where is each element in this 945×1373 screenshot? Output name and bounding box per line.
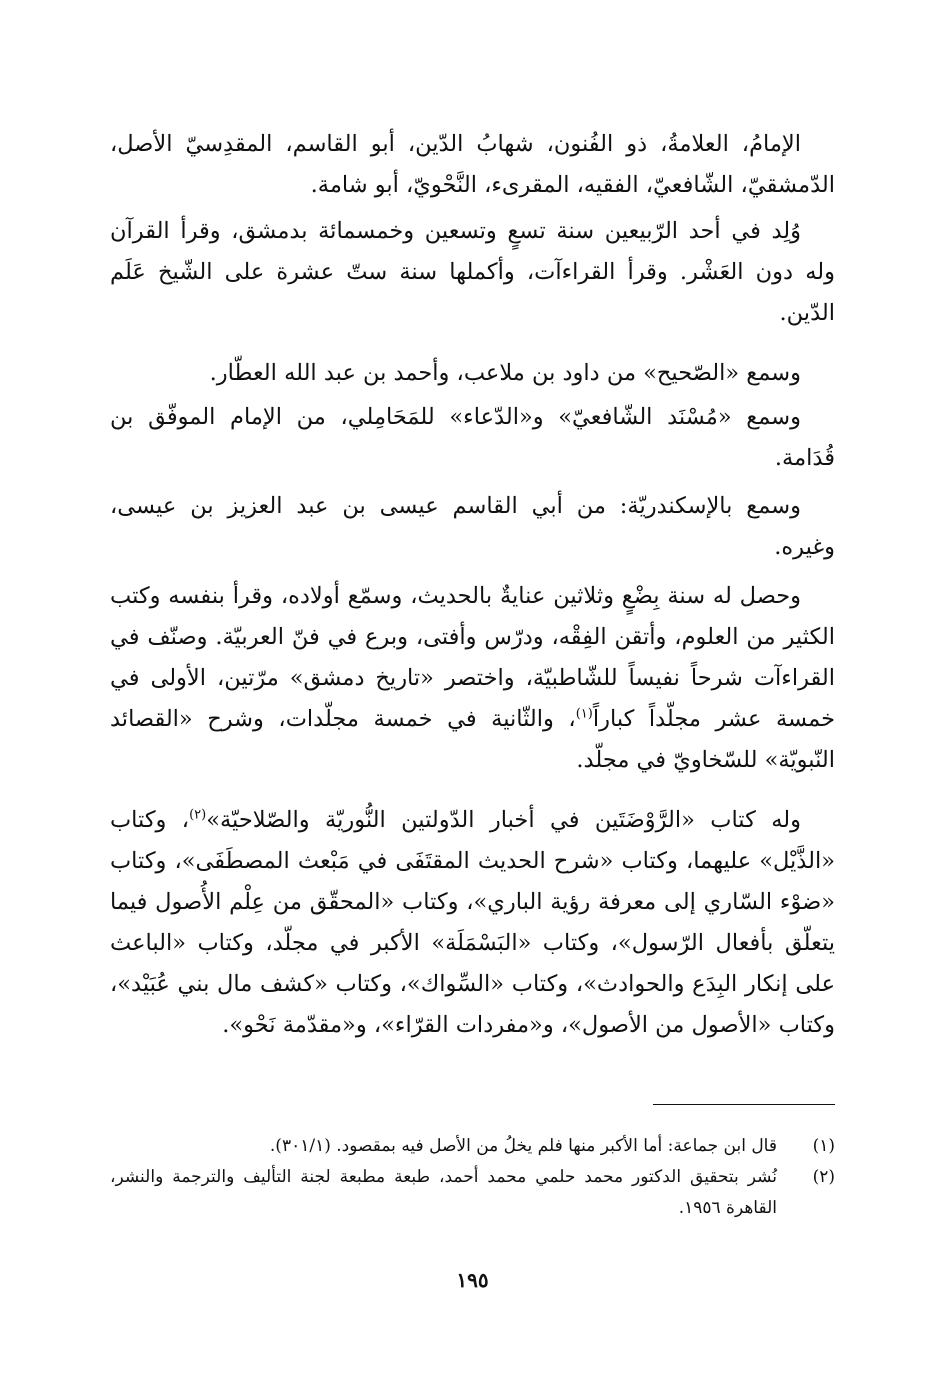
- paragraph-7-text: [110, 800, 835, 1046]
- paragraph-6-text: [110, 576, 835, 781]
- page-number: ١٩٥: [456, 1268, 489, 1292]
- paragraph-4-text: وسمع «مُسْنَد الشّافعيّ» و«الدّعاء» للمَحَامِلي، من الإمام الموفّق بن قُدَامة.: [110, 404, 835, 471]
- footnote-1-text: قال ابن جماعة: أما الأكبر منها فلم يخلُ من الأصل فيه بمقصود. (٣٠١/١).: [269, 1136, 777, 1156]
- footnote-1-number: (١): [812, 1136, 835, 1156]
- footnote-2: [110, 1162, 835, 1224]
- paragraph-7: [110, 800, 835, 1046]
- paragraph-3-text: وسمع «الصّحيح» من داود بن ملاعب، وأحمد بن عبد الله العطّار.: [209, 360, 801, 386]
- footnote-1: [110, 1131, 835, 1162]
- paragraph-4: [110, 397, 835, 479]
- footnote-ref-1[interactable]: (١): [575, 706, 593, 722]
- paragraph-7-part-a: وله كتاب «الرَّوْضَتَين في أخبار الدّولتين النُّوريّة والصّلاحيّة»: [206, 807, 801, 833]
- footnote-separator: [653, 1104, 835, 1105]
- paragraph-5-text: وسمع بالإسكندريّة: من أبي القاسم عيسى بن عبد العزيز بن عيسى، وغيره.: [110, 493, 835, 560]
- paragraph-6: [110, 576, 835, 781]
- paragraph-7-part-b: ، وكتاب «الذَّيْل» عليهما، وكتاب «شرح الحديث المقتَفَى في مَبْعث المصطَفَى»، وكتاب «ضوْء السّاري إلى معرفة رؤية الباري»، وكتاب «المحقّق من عِلْم الأُصول فيما يتعلّق بأفعال الرّسول»، وكتاب «البَسْمَلَة» الأكبر في مجلّد، وكتاب «الباعث على إنكار البِدَع والحوادث»، وكتاب «السِّواك»، وكتاب «كشف مال بني عُبَيْد»، وكتاب «الأصول من الأصول»، و«مفردات القرّاء»، و«مقدّمة نَحْو».: [110, 807, 835, 1038]
- paragraph-2-text: وُلِد في أحد الرّبيعين سنة تسعٍ وتسعين وخمسمائة بدمشق، وقرأ القرآن وله دون العَشْر. وقرأ القراءآت، وأكملها سنة ستّ عشرة على الشّيخ عَلَم الدّين.: [110, 218, 835, 326]
- paragraph-1: [110, 124, 835, 206]
- paragraph-1-text: الإمامُ، العلامةُ، ذو الفُنون، شهابُ الدّين، أبو القاسم، المقدِسيّ الأصل، الدّمشقيّ، الشّافعيّ، الفقيه، المقرىء، النَّحْويّ، أبو شامة.: [110, 131, 835, 198]
- footnote-ref-2[interactable]: (٢): [189, 807, 207, 823]
- paragraph-3: [110, 353, 835, 394]
- paragraph-6-part-b: ، والثّانية في خمسة مجلّدات، وشرح «القصائد النّبويّة» للسّخاويّ في مجلّد.: [110, 706, 835, 773]
- paragraph-2: [110, 211, 835, 334]
- footnote-2-number: (٢): [812, 1167, 835, 1187]
- footnote-2-text: نُشر بتحقيق الدكتور محمد حلمي محمد أحمد، طبعة مطبعة لجنة التأليف والترجمة والنشر، القاهرة ١٩٥٦.: [110, 1167, 777, 1218]
- paragraph-6-part-a: وحصل له سنة بِضْعٍ وثلاثين عنايةٌ بالحديث، وسمّع أولاده، وقرأ بنفسه وكتب الكثير من العلوم، وأتقن الفِقْه، ودرّس وأفتى، وبرع في فنّ العربيّة. وصنّف في القراءآت شرحاً نفيساً للشّاطبيّة، واختصر «تاريخ دمشق» مرّتين، الأولى في خمسة عشر مجلّداً كباراً: [110, 583, 835, 732]
- paragraph-5: [110, 486, 835, 568]
